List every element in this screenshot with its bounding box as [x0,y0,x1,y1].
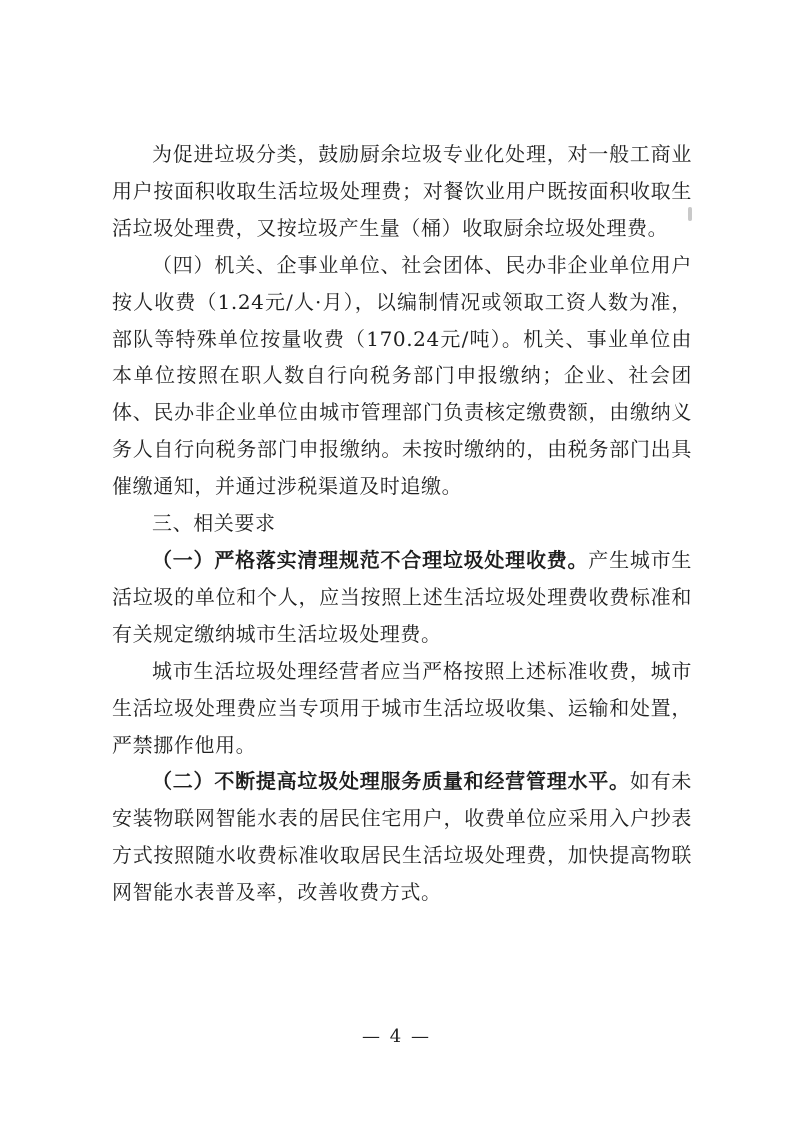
document-body [112,136,692,911]
paragraph-text: 如有未安装物联网智能水表的居民住宅用户，收费单位应采用入户抄表方式按照随水收费标准收取居民生活垃圾处理费，加快提高物联网智能水表普及率，改善收费方式。 [112,769,692,905]
paragraph-institution-fees [112,247,692,505]
paragraph-operator-duty [112,653,692,764]
paragraph-commercial-fees [112,136,692,247]
paragraph-lead: （二）不断提高垃圾处理服务质量和经营管理水平。 [152,769,630,794]
paragraph-requirement-two [112,763,692,911]
paragraph-text: 产生城市生活垃圾的单位和个人，应当按照上述生活垃圾处理费收费标准和有关规定缴纳城市生活垃圾处理费。 [112,547,692,646]
paragraph-text: 为促进垃圾分类，鼓励厨余垃圾专业化处理，对一般工商业用户按面积收取生活垃圾处理费；对餐饮业用户既按面积收取生活垃圾处理费，又按垃圾产生量（桶）收取厨余垃圾处理费。 [112,142,692,240]
page-number: — 4 — [362,1026,431,1047]
paragraph-text: 城市生活垃圾处理经营者应当严格按照上述标准收费，城市生活垃圾处理费应当专项用于城市生活垃圾收集、运输和处置，严禁挪作他用。 [112,658,692,757]
section-heading-requirements: 三、相关要求 [152,511,276,536]
paragraph-lead: （一）严格落实清理规范不合理垃圾处理收费。 [152,547,589,572]
paragraph-text: （四）机关、企事业单位、社会团体、民办非企业单位用户按人收费（1.24元/人·月），以编制情况或领取工资人数为准，部队等特殊单位按量收费（170.24元/吨）。机关、事业单位由本单位按照在职人数自行向税务部门申报缴纳；企业、社会团体、民办非企业单位由城市管理部门负责核定缴费额，由缴纳义务人自行向税务部门申报缴纳。未按时缴纳的，由税务部门出具催缴通知，并通过涉税渠道及时追缴。 [112,252,692,499]
paragraph-requirement-one [112,542,692,653]
scan-speck [688,207,692,221]
